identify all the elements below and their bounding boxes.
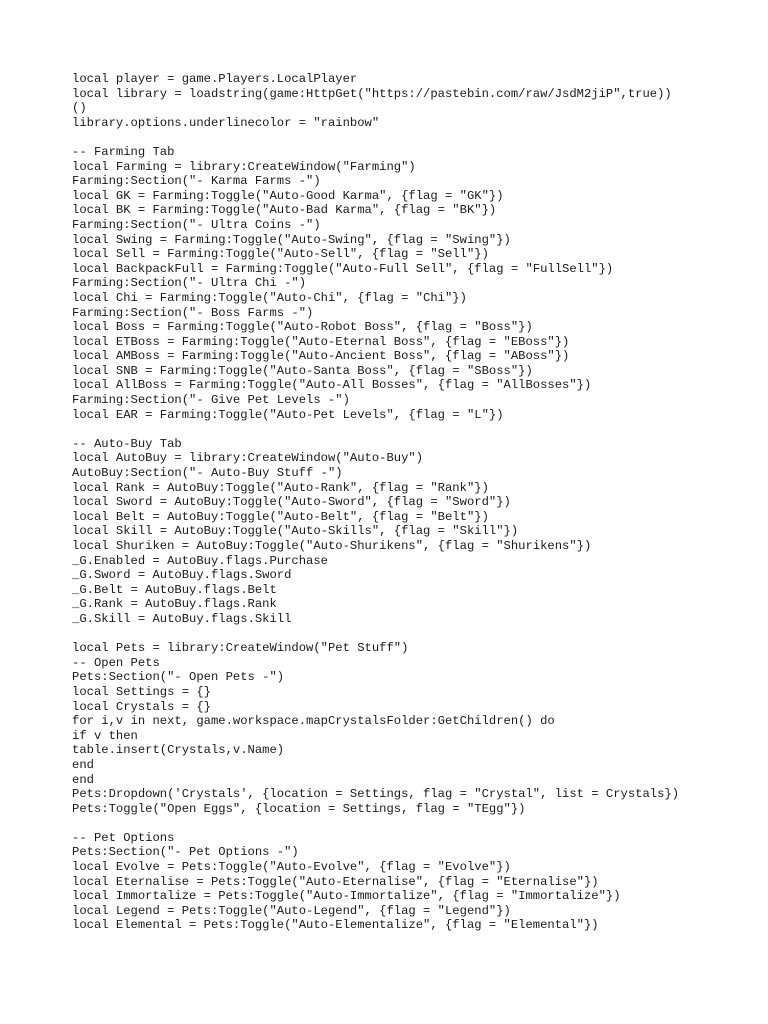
code-line: _G.Skill = AutoBuy.flags.Skill <box>72 611 292 626</box>
code-line: local AMBoss = Farming:Toggle("Auto-Ancient Boss", {flag = "ABoss"}) <box>72 349 570 364</box>
code-line: local Settings = {} <box>72 684 211 699</box>
code-line: local Boss = Farming:Toggle("Auto-Robot Boss", {flag = "Boss"}) <box>72 320 533 335</box>
code-line: local Elemental = Pets:Toggle("Auto-Elementalize", {flag = "Elemental"}) <box>72 918 599 933</box>
code-line: Farming:Section("- Karma Farms -") <box>72 174 321 189</box>
code-line: local player = game.Players.LocalPlayer <box>72 72 358 86</box>
code-line: local Crystals = {} <box>72 699 211 714</box>
code-line: for i,v in next, game.workspace.mapCrystalsFolder:GetChildren() do <box>72 714 555 729</box>
code-line: local Farming = library:CreateWindow("Farming") <box>72 159 416 174</box>
code-line: _G.Belt = AutoBuy.flags.Belt <box>72 582 277 597</box>
code-line: local Belt = AutoBuy:Toggle("Auto-Belt", {flag = "Belt"}) <box>72 509 489 524</box>
code-line: local ETBoss = Farming:Toggle("Auto-Eternal Boss", {flag = "EBoss"}) <box>72 334 570 349</box>
code-line: local Eternalise = Pets:Toggle("Auto-Eternalise", {flag = "Eternalise"}) <box>72 874 599 889</box>
code-line: library.options.underlinecolor = "rainbow" <box>72 115 380 130</box>
blank-line <box>72 130 752 145</box>
code-line: local AllBoss = Farming:Toggle("Auto-All Bosses", {flag = "AllBosses"}) <box>72 378 592 393</box>
code-line: if v then <box>72 728 138 743</box>
blank-line <box>72 422 752 437</box>
code-document <box>72 72 752 933</box>
code-line: local Chi = Farming:Toggle("Auto-Chi", {flag = "Chi"}) <box>72 290 467 305</box>
code-line: local BackpackFull = Farming:Toggle("Auto-Full Sell", {flag = "FullSell"}) <box>72 261 614 276</box>
code-line: local SNB = Farming:Toggle("Auto-Santa Boss", {flag = "SBoss"}) <box>72 363 533 378</box>
code-line: _G.Rank = AutoBuy.flags.Rank <box>72 597 277 612</box>
code-line: -- Auto-Buy Tab <box>72 436 182 451</box>
code-line: Farming:Section("- Ultra Coins -") <box>72 217 321 232</box>
code-line: local library = loadstring(game:HttpGet("https://pastebin.com/raw/JsdM2jiP",true)) <box>72 86 672 101</box>
code-line: () <box>72 101 87 116</box>
code-line: -- Pet Options <box>72 830 175 845</box>
code-line: local Swing = Farming:Toggle("Auto-Swing", {flag = "Swing"}) <box>72 232 511 247</box>
code-line: local EAR = Farming:Toggle("Auto-Pet Levels", {flag = "L"}) <box>72 407 504 422</box>
code-line: end <box>72 772 94 787</box>
code-line: end <box>72 757 94 772</box>
code-line: local Evolve = Pets:Toggle("Auto-Evolve", {flag = "Evolve"}) <box>72 860 511 875</box>
code-line: _G.Sword = AutoBuy.flags.Sword <box>72 568 292 583</box>
code-line: Pets:Dropdown('Crystals', {location = Settings, flag = "Crystal", list = Crystals}) <box>72 787 680 802</box>
code-line: local Legend = Pets:Toggle("Auto-Legend", {flag = "Legend"}) <box>72 903 511 918</box>
code-line: local Immortalize = Pets:Toggle("Auto-Immortalize", {flag = "Immortalize"}) <box>72 889 621 904</box>
code-line: Farming:Section("- Ultra Chi -") <box>72 276 307 291</box>
code-line: local Sell = Farming:Toggle("Auto-Sell", {flag = "Sell"}) <box>72 247 489 262</box>
code-line: AutoBuy:Section("- Auto-Buy Stuff -") <box>72 466 343 481</box>
code-line: -- Farming Tab <box>72 144 175 159</box>
code-line: Pets:Section("- Pet Options -") <box>72 845 299 860</box>
code-line: local Sword = AutoBuy:Toggle("Auto-Sword", {flag = "Sword"}) <box>72 495 511 510</box>
code-line: Farming:Section("- Give Pet Levels -") <box>72 393 350 408</box>
code-line: table.insert(Crystals,v.Name) <box>72 743 285 758</box>
code-line: local Skill = AutoBuy:Toggle("Auto-Skills", {flag = "Skill"}) <box>72 524 519 539</box>
code-line: _G.Enabled = AutoBuy.flags.Purchase <box>72 553 328 568</box>
code-line: local GK = Farming:Toggle("Auto-Good Karma", {flag = "GK"}) <box>72 188 504 203</box>
code-line: Pets:Toggle("Open Eggs", {location = Settings, flag = "TEgg"}) <box>72 801 526 816</box>
code-line: local Shuriken = AutoBuy:Toggle("Auto-Shurikens", {flag = "Shurikens"}) <box>72 539 592 553</box>
code-line: local Pets = library:CreateWindow("Pet Stuff") <box>72 641 409 656</box>
code-line: Pets:Section("- Open Pets -") <box>72 670 285 685</box>
code-line: Farming:Section("- Boss Farms -") <box>72 305 314 320</box>
code-line: local Rank = AutoBuy:Toggle("Auto-Rank", {flag = "Rank"}) <box>72 480 489 495</box>
code-line: -- Open Pets <box>72 655 160 670</box>
blank-line <box>72 816 752 831</box>
blank-line <box>72 627 752 642</box>
code-line: local AutoBuy = library:CreateWindow("Auto-Buy") <box>72 451 424 466</box>
code-line: local BK = Farming:Toggle("Auto-Bad Karma", {flag = "BK"}) <box>72 203 497 218</box>
